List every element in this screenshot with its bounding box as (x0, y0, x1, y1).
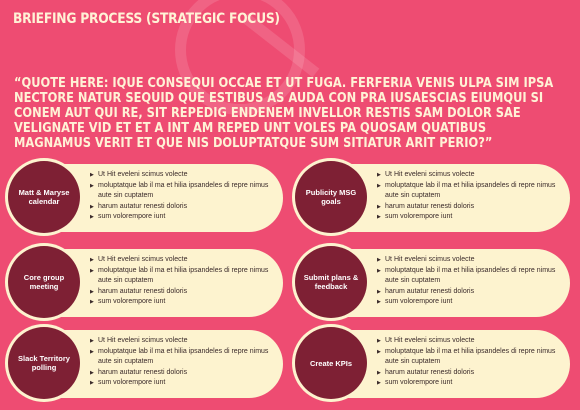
bullet-item: ▶ sum volorempore iunt (90, 212, 275, 223)
bullet-item: ▶ Ut Hit eveleni scimus volecte (377, 336, 562, 347)
bullet-item: ▶ harum autatur renesti doloris (90, 202, 275, 213)
bullet-item: ▶ sum volorempore iunt (90, 378, 275, 389)
bullet-list (90, 170, 275, 223)
bullet-item: ▶ harum autatur renesti doloris (90, 368, 275, 379)
bullet-item: ▶ moluptatque lab il ma et hilia ipsandeles di repre nimus aute sin cuptatem (377, 181, 562, 202)
bullet-item: ▶ moluptatque lab il ma et hilia ipsandeles di repre nimus aute sin cuptatem (377, 266, 562, 287)
process-card (10, 330, 283, 398)
pull-quote: “QUOTE HERE: IQUE CONSEQUI OCCAE ET UT FUGA. FERFERIA VENIS ULPA SIM IPSA NECTORE NATUR SEQUID QUE ESTIBUS AS AUDA CON PRA IUSAESCIAS EIUMQUI SI CONEM AUT QUI RE, SIT REPEDIG ENDENEM INVELLOR RESTIS SAM DOLOR SAE VELIGNATE VID ET ET A INT AM REPED UNT VOLES PA QUOSAM QUATIBUS MAGNAMUS VERIT ET QUE NIS DOLUPTATQUE SUM SITIATUR ARIT PERIO?” (14, 76, 554, 151)
bullet-item: ▶ moluptatque lab il ma et hilia ipsandeles di repre nimus aute sin cuptatem (90, 181, 275, 202)
bullet-item: ▶ harum autatur renesti doloris (377, 368, 562, 379)
bullet-item: ▶ moluptatque lab il ma et hilia ipsandeles di repre nimus aute sin cuptatem (377, 347, 562, 368)
page-title: BRIEFING PROCESS (STRATEGIC FOCUS) (13, 11, 280, 27)
process-card (10, 164, 283, 232)
bullet-list (377, 170, 562, 223)
bullet-item: ▶ Ut Hit eveleni scimus volecte (90, 170, 275, 181)
bullet-item: ▶ harum autatur renesti doloris (90, 287, 275, 298)
process-card (10, 249, 283, 317)
step-badge: Create KPIs (295, 327, 367, 399)
process-card (297, 164, 570, 232)
step-badge: Publicity MSG goals (295, 161, 367, 233)
bullet-list (90, 336, 275, 389)
bullet-item: ▶ sum volorempore iunt (90, 297, 275, 308)
step-badge: Core group meeting (8, 246, 80, 318)
bullet-item: ▶ Ut Hit eveleni scimus volecte (90, 255, 275, 266)
process-card (297, 249, 570, 317)
bullet-item: ▶ harum autatur renesti doloris (377, 202, 562, 213)
bullet-item: ▶ sum volorempore iunt (377, 212, 562, 223)
bullet-item: ▶ sum volorempore iunt (377, 297, 562, 308)
process-card (297, 330, 570, 398)
step-badge: Submit plans & feedback (295, 246, 367, 318)
bullet-list (377, 255, 562, 308)
bullet-list (90, 255, 275, 308)
bullet-list (377, 336, 562, 389)
bullet-item: ▶ Ut Hit eveleni scimus volecte (377, 170, 562, 181)
bullet-item: ▶ sum volorempore iunt (377, 378, 562, 389)
bullet-item: ▶ harum autatur renesti doloris (377, 287, 562, 298)
bullet-item: ▶ Ut Hit eveleni scimus volecte (90, 336, 275, 347)
step-badge: Matt & Maryse calendar (8, 161, 80, 233)
bullet-item: ▶ Ut Hit eveleni scimus volecte (377, 255, 562, 266)
bullet-item: ▶ moluptatque lab il ma et hilia ipsandeles di repre nimus aute sin cuptatem (90, 266, 275, 287)
step-badge: Slack Territory polling (8, 327, 80, 399)
bullet-item: ▶ moluptatque lab il ma et hilia ipsandeles di repre nimus aute sin cuptatem (90, 347, 275, 368)
